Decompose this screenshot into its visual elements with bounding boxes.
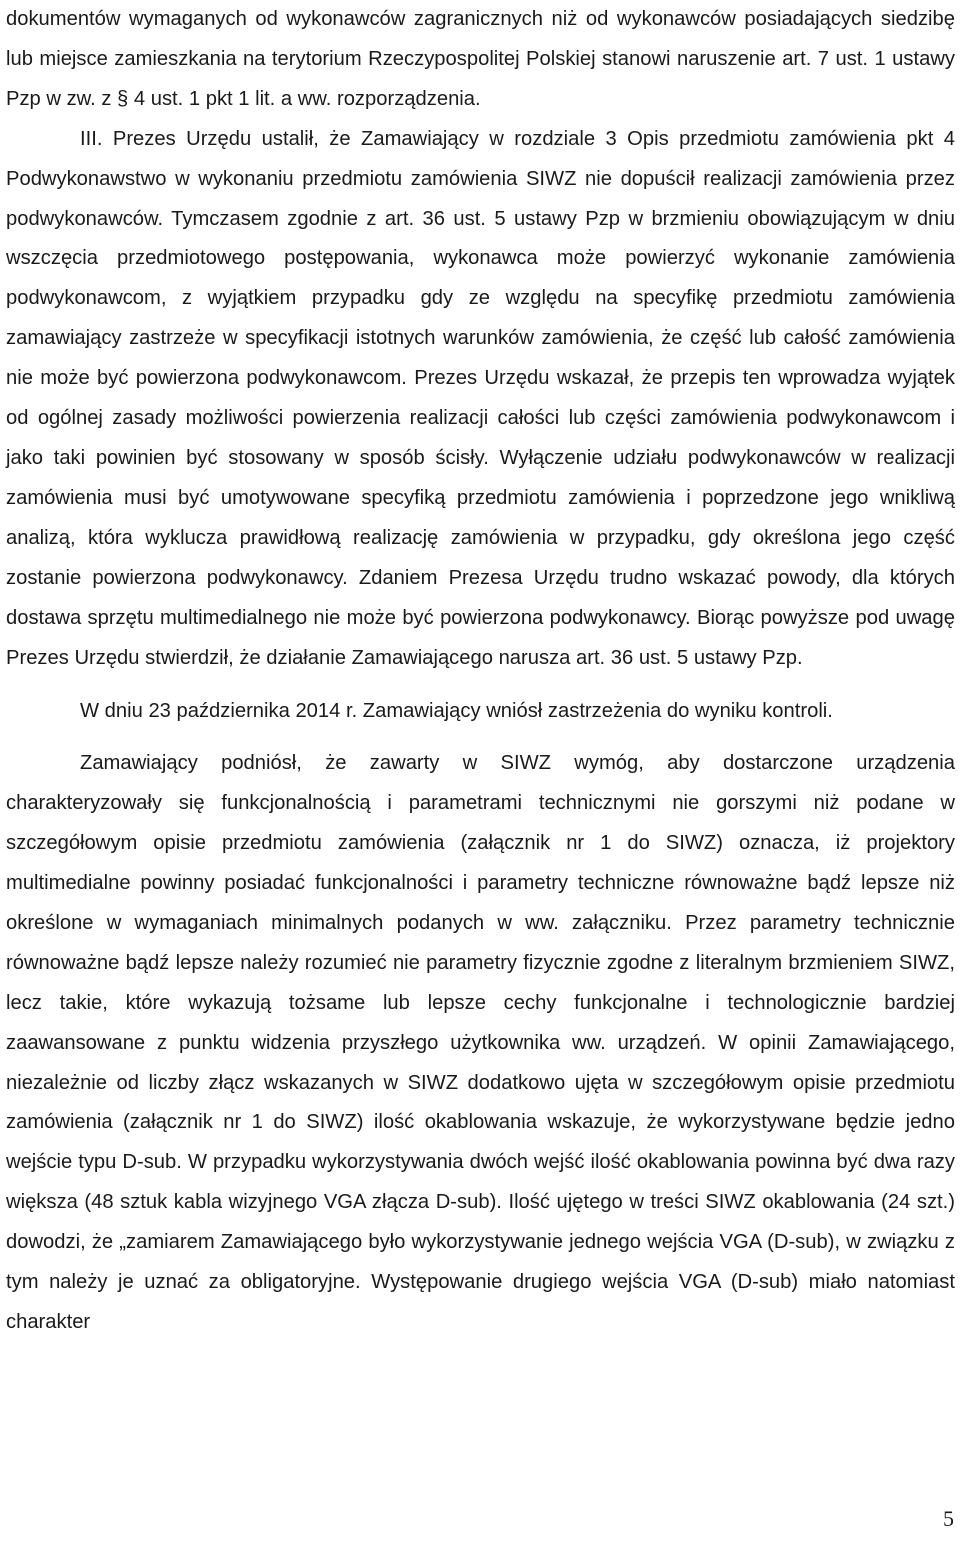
paragraph-section-iii: III. Prezes Urzędu ustalił, że Zamawiający w rozdziale 3 Opis przedmiotu zamówienia pkt 4 Podwykonawstwo w wykonaniu przedmiotu zamówienia SIWZ nie dopuścił realizacji zamówienia przez podwykonawców. Tymczasem zgodnie z art. 36 ust. 5 ustawy Pzp w brzmieniu obowiązującym w dniu wszczęcia przedmiotowego postępowania, wykonawca może powierzyć wykonanie zamówienia podwykonawcom, z wyjątkiem przypadku gdy ze względu na specyfikę przedmiotu zamówienia zamawiający zastrzeże w specyfikacji istotnych warunków zamówienia, że część lub całość zamówienia nie może być powierzona podwykonawcom. Prezes Urzędu wskazał, że przepis ten wprowadza wyjątek od ogólnej zasady możliwości powierzenia realizacji całości lub części zamówienia podwykonawcom i jako taki powinien być stosowany w sposób ścisły. Wyłączenie udziału podwykonawców w realizacji zamówienia musi być umotywowane specyfiką przedmiotu zamówienia i poprzedzone jego wnikliwą analizą, która wyklucza prawidłową realizację zamówienia w przypadku, gdy określona jego część zostanie powierzona podwykonawcy. Zdaniem Prezesa Urzędu trudno wskazać powody, dla których dostawa sprzętu multimedialnego nie może być powierzona podwykonawcy. Biorąc powyższe pod uwagę Prezes Urzędu stwierdził, że działanie Zamawiającego narusza art. 36 ust. 5 ustawy Pzp. [6, 127, 955, 669]
paragraph-continuation: dokumentów wymaganych od wykonawców zagranicznych niż od wykonawców posiadających siedzibę lub miejsce zamieszkania na terytorium Rzeczypospolitej Polskiej stanowi naruszenie art. 7 ust. 1 ustawy Pzp w zw. z § 4 ust. 1 pkt 1 lit. a ww. rozporządzenia. [6, 8, 955, 110]
paragraph-contracting-authority-argument: Zamawiający podniósł, że zawarty w SIWZ wymóg, aby dostarczone urządzenia charakteryzowały się funkcjonalnością i parametrami technicznymi nie gorszymi niż podane w szczegółowym opisie przedmiotu zamówienia (załącznik nr 1 do SIWZ) oznacza, iż projektory multimedialne powinny posiadać funkcjonalności i parametry techniczne równoważne bądź lepsze niż określone w wymaganiach minimalnych podanych w ww. załączniku. Przez parametry technicznie równoważne bądź lepsze należy rozumieć nie parametry fizycznie zgodne z literalnym brzmieniem SIWZ, lecz takie, które wykazują tożsame lub lepsze cechy funkcjonalne i technologicznie bardziej zaawansowane z punktu widzenia przyszłego użytkownika ww. urządzeń. W opinii Zamawiającego, niezależnie od liczby złącz wskazanych w SIWZ dodatkowo ujęta w szczegółowym opisie przedmiotu zamówienia (załącznik nr 1 do SIWZ) ilość okablowania wskazuje, że wykorzystywane będzie jedno wejście typu D-sub. W przypadku wykorzystywania dwóch wejść ilość okablowania powinna być dwa razy większa (48 sztuk kabla wizyjnego VGA złącza D-sub). Ilość ujętego w treści SIWZ okablowania (24 szt.) dowodzi, że „zamiarem Zamawiającego było wykorzystywanie jednego wejścia VGA (D-sub), w związku z tym należy je uznać za obligatoryjne. Występowanie drugiego wejścia VGA (D-sub) miało natomiast charakter [6, 752, 955, 1333]
page-number: 5 [943, 1506, 954, 1531]
document-page [6, 0, 955, 1343]
paragraph-objection-date: W dniu 23 października 2014 r. Zamawiający wniósł zastrzeżenia do wyniku kontroli. [80, 700, 833, 723]
